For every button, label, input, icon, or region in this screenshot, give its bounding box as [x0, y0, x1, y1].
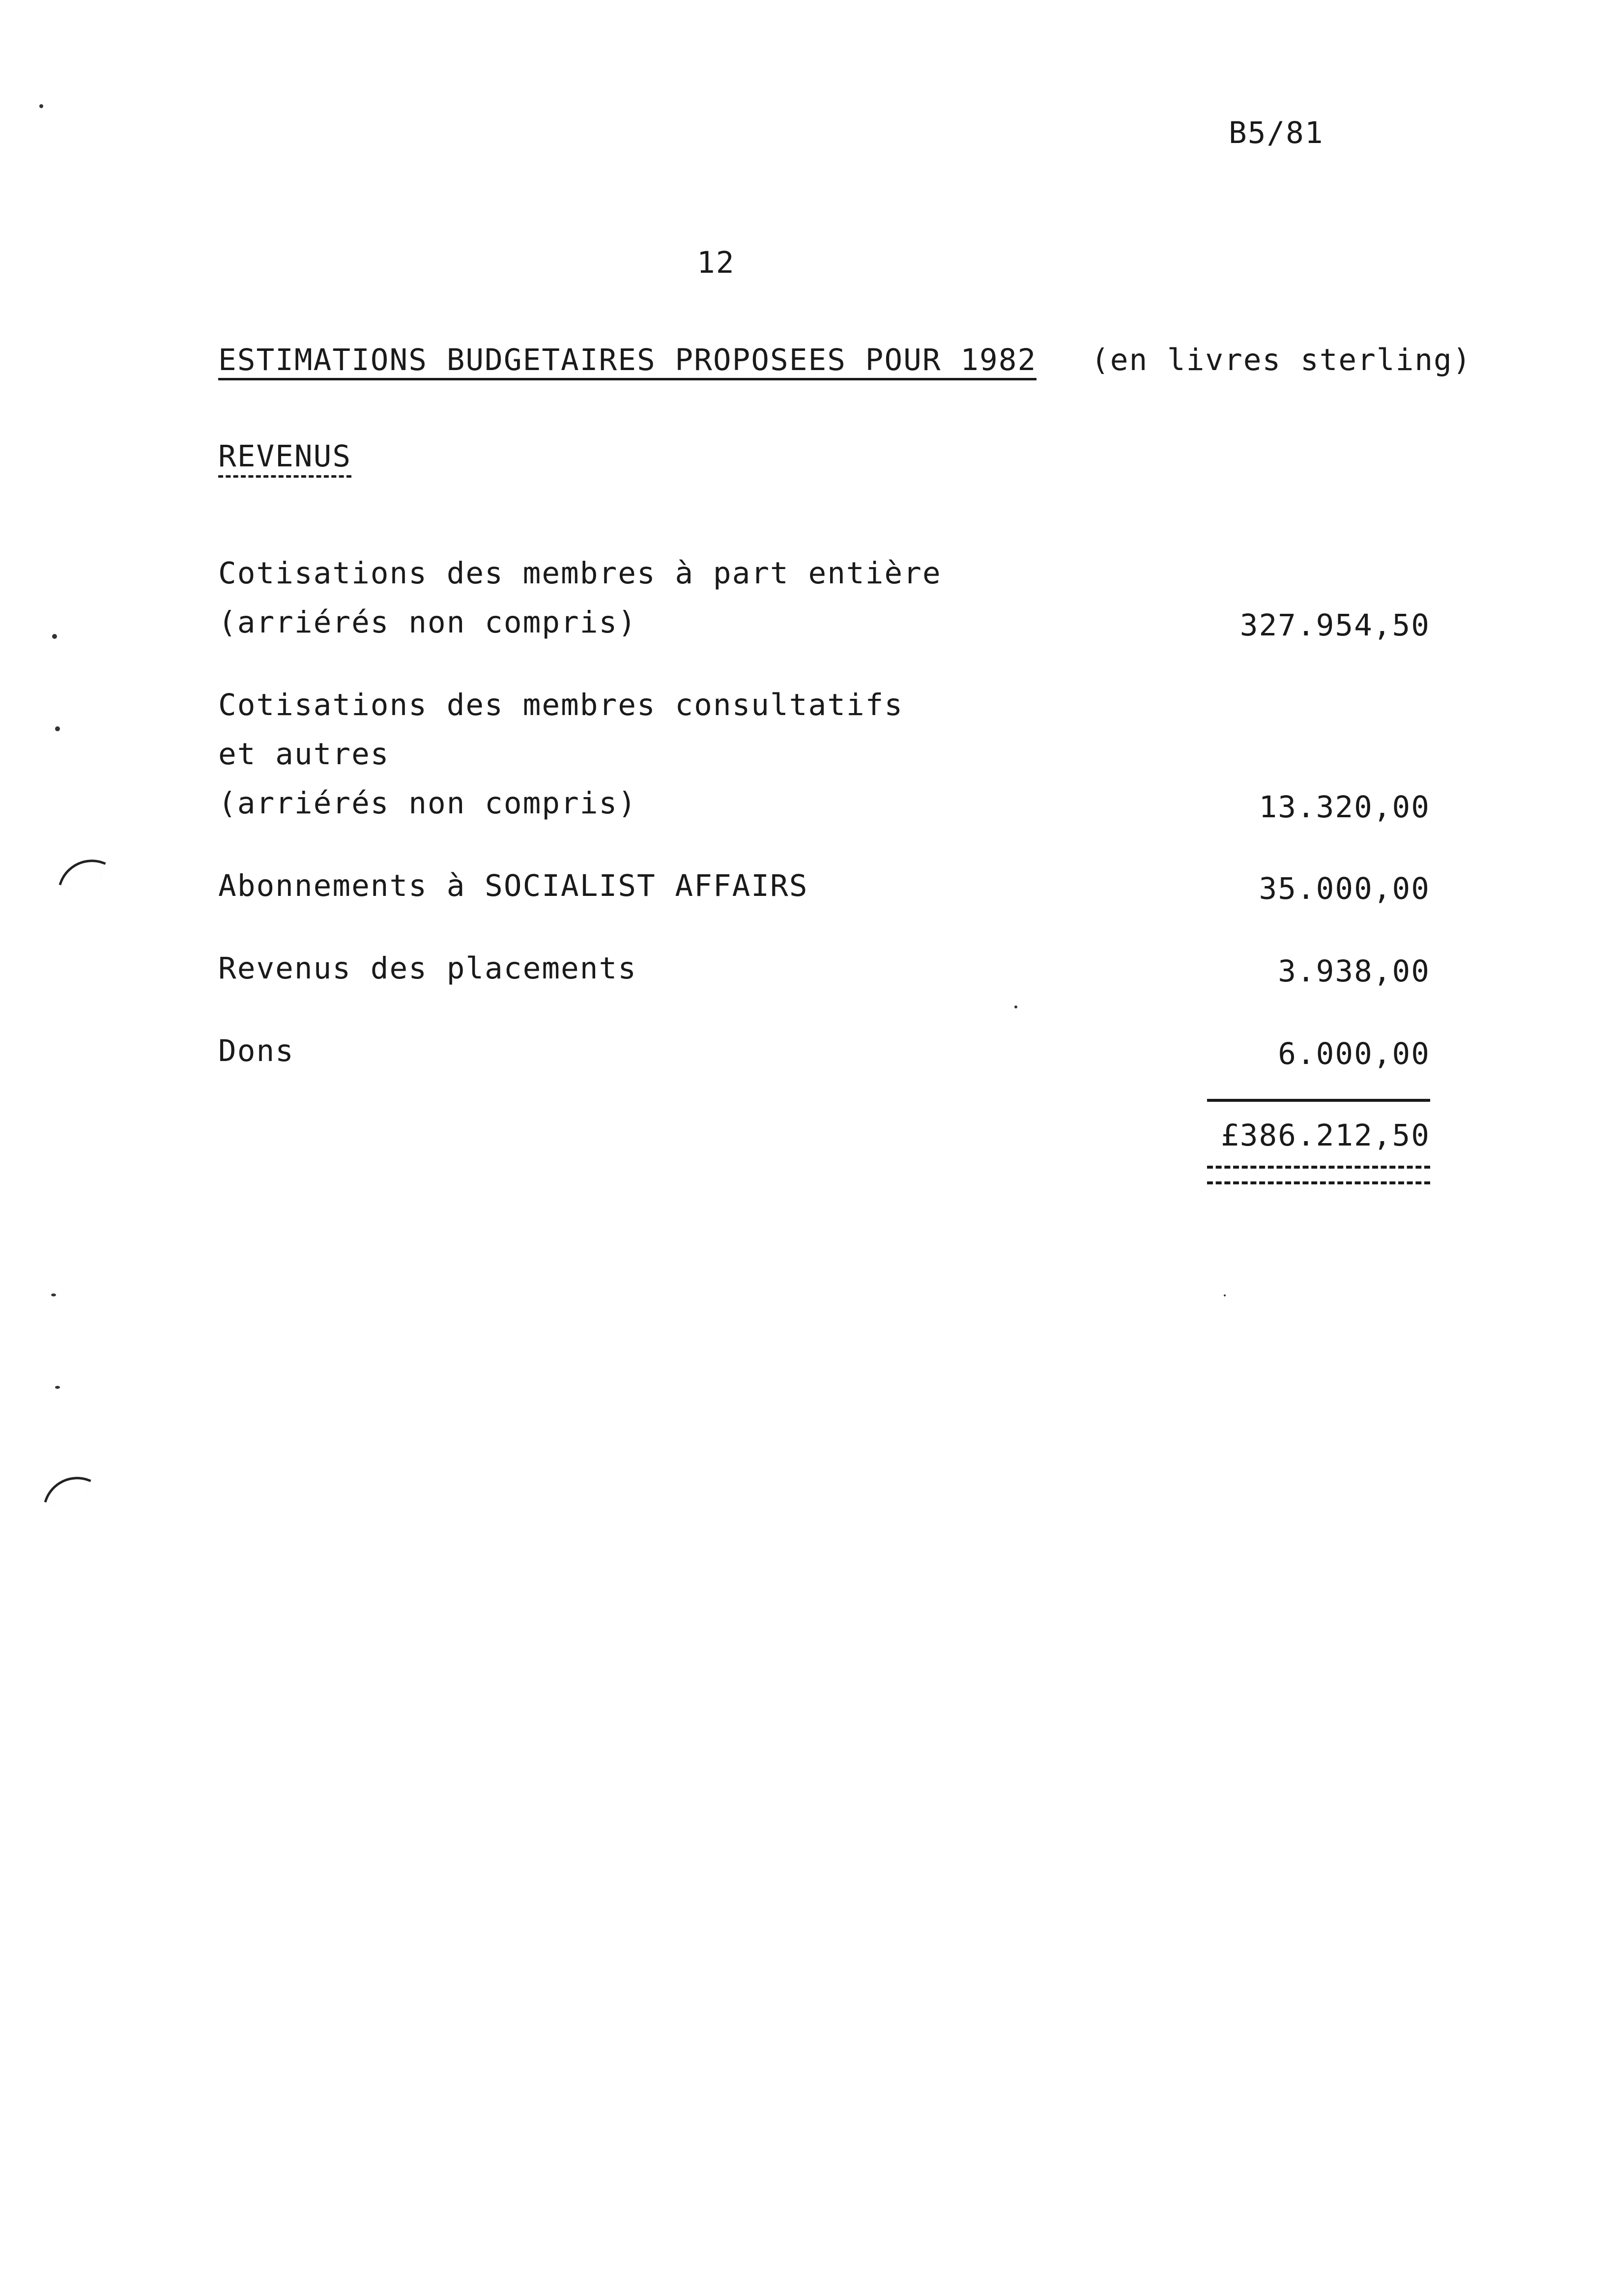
row-4-label: Revenus des placements — [218, 951, 637, 986]
total-amount: £386.212,50 — [1221, 1118, 1430, 1153]
section-heading-revenus: REVENUS — [218, 441, 351, 478]
total-double-underline-bottom — [1207, 1181, 1430, 1184]
scan-speck — [52, 634, 57, 639]
row-3-amount: 35.000,00 — [1259, 871, 1430, 906]
punch-hole-mark — [44, 1467, 91, 1514]
scan-speck — [55, 726, 60, 731]
row-5-label: Dons — [218, 1033, 294, 1068]
total-double-underline-top — [1207, 1166, 1430, 1169]
row-1-label-line-2: (arriérés non compris) — [218, 605, 637, 640]
page-number: 12 — [697, 245, 735, 280]
row-2-label-line-1: Cotisations des membres consultatifs — [218, 688, 904, 722]
row-1-label-line-1: Cotisations des membres à part entière — [218, 556, 942, 591]
row-3-label: Abonnements à SOCIALIST AFFAIRS — [218, 868, 808, 903]
scan-speck — [1014, 1005, 1017, 1008]
scan-speck — [39, 104, 43, 108]
punch-hole-mark — [58, 850, 106, 897]
scan-speck — [55, 1386, 60, 1389]
title-currency-note: (en livres sterling) — [1091, 343, 1472, 377]
document-reference: B5/81 — [1229, 115, 1324, 150]
scan-speck — [51, 1293, 56, 1296]
row-2-amount: 13.320,00 — [1259, 790, 1430, 825]
row-2-label-line-2: et autres — [218, 737, 390, 772]
row-1-amount: 327.954,50 — [1239, 608, 1430, 643]
row-5-amount: 6.000,00 — [1278, 1036, 1430, 1071]
scan-speck — [1224, 1294, 1226, 1296]
total-rule — [1207, 1099, 1430, 1102]
row-2-label-line-3: (arriérés non compris) — [218, 786, 637, 821]
page-title: ESTIMATIONS BUDGETAIRES PROPOSEES POUR 1982 — [218, 345, 1036, 380]
row-4-amount: 3.938,00 — [1278, 954, 1430, 989]
